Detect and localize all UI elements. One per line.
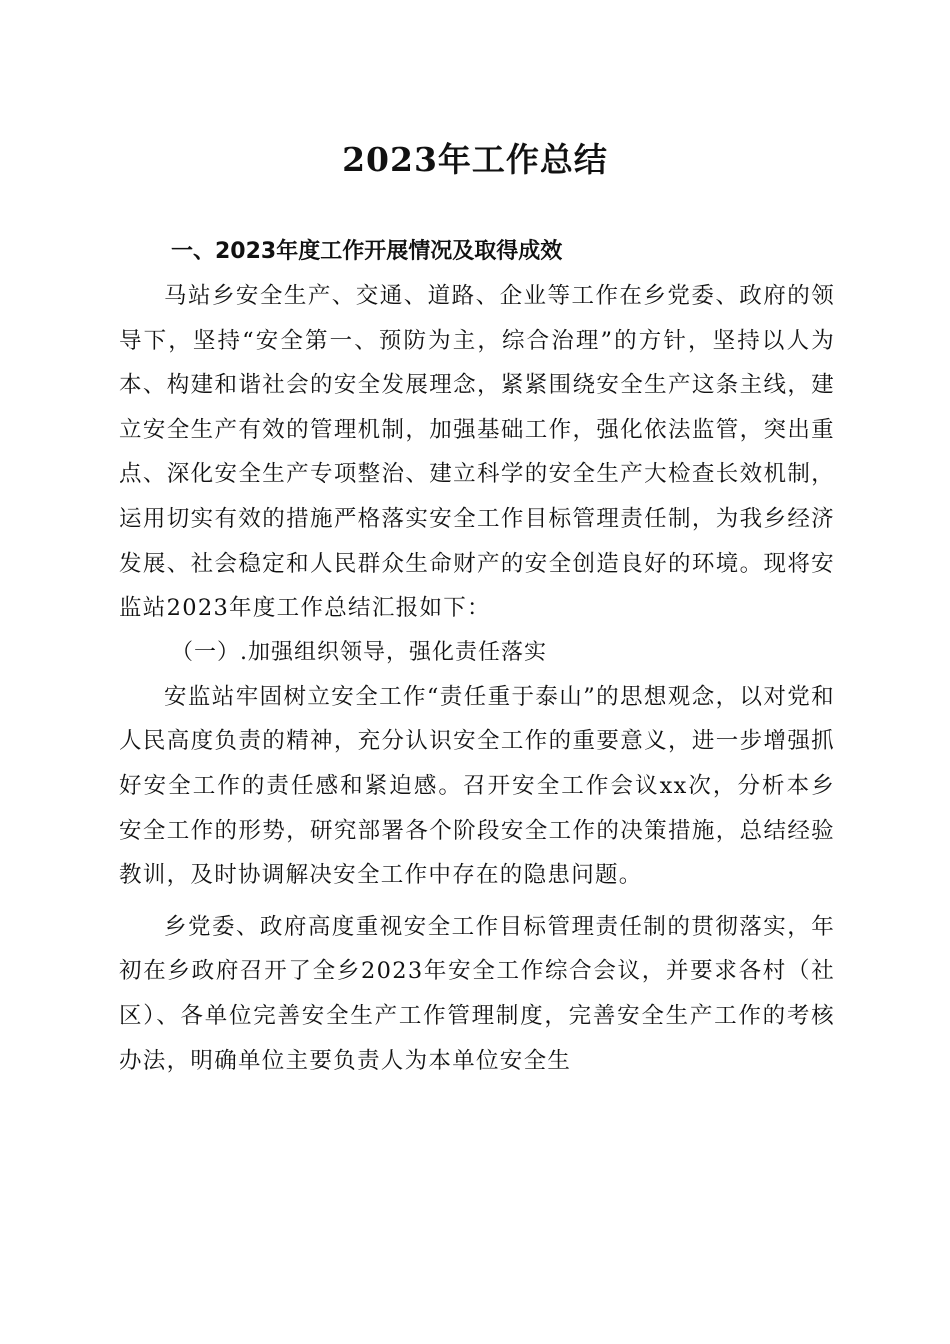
document-title: 2023年工作总结 [342, 140, 608, 179]
paragraph: 安监站牢固树立安全工作“责任重于泰山”的思想观念，以对党和人民高度负责的精神，充分认识安全工作的重要意义，进一步增强抓好安全工作的责任感和紧迫感。召开安全工作会议xx次，分析本乡安全工作的形势，研究部署各个阶段安全工作的决策措施，总结经验教训，及时协调解决安全工作中存在的隐患问题。 [119, 683, 835, 889]
paragraph: 马站乡安全生产、交通、道路、企业等工作在乡党委、政府的领导下，坚持“安全第一、预防为主，综合治理”的方针，坚持以人为本、构建和谐社会的安全发展理念，紧紧围绕安全生产这条主线，建立安全生产有效的管理机制，加强基础工作，强化依法监管，突出重点、深化安全生产专项整治、建立科学的安全生产大检查长效机制，运用切实有效的措施严格落实安全工作目标管理责任制，为我乡经济发展、社会稳定和人民群众生命财产的安全创造良好的环境。现将安监站2023年度工作总结汇报如下： [119, 283, 835, 622]
subsection-heading: （一）.加强组织领导，强化责任落实 [171, 639, 547, 665]
paragraph-gap [119, 898, 835, 905]
paragraph: 乡党委、政府高度重视安全工作目标管理责任制的贯彻落实，年初在乡政府召开了全乡2023年安全工作综合会议，并要求各村（社区）、各单位完善安全生产工作管理制度，完善安全生产工作的考核办法，明确单位主要负责人为本单位安全生 [119, 913, 835, 1074]
document-body [119, 230, 835, 1083]
section-heading: 一、2023年度工作开展情况及取得成效 [171, 239, 563, 264]
